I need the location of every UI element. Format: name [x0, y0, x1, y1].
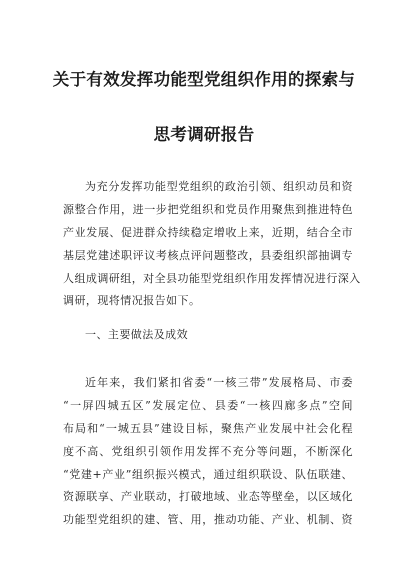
paragraph-line: 布局和“一城五县”建设目标，聚焦产业发展中社会化程 — [63, 421, 353, 435]
section-heading-text: 一、主要做法及成效 — [85, 328, 189, 341]
paragraph-line: “党建+产业”组织振兴模式，通过组织联设、队伍联建、 — [63, 467, 353, 481]
paragraph-line: 近年来，我们紧扣省委“一核三带”发展格局、市委 — [85, 376, 353, 389]
paragraph-line: 资源联享、产业联动，打破地域、业态等壁垒，以区域化 — [63, 490, 353, 504]
paragraph-line: 产业发展、促进群众持续稳定增收上来，近期，结合全市 — [63, 225, 353, 239]
paragraph-line: 度不高、党组织引领作用发挥不充分等问题，不断深化 — [63, 444, 353, 458]
document-title-line-1: 关于有效发挥功能型党组织作用的探索与 — [52, 70, 356, 89]
paragraph-line: 源整合作用，进一步把党组织和党员作用聚焦到推进特色 — [63, 202, 353, 216]
paragraph-line: 人组成调研组，对全县功能型党组织作用发挥情况进行深入 — [63, 271, 361, 285]
paragraph-line: 为充分发挥功能型党组织的政治引领、组织动员和资 — [85, 180, 353, 193]
paragraph-line: 基层党建述职评议考核点评问题整改，县委组织部抽调专 — [63, 248, 353, 262]
section-paragraph — [63, 372, 353, 532]
paragraph-line: “一屏四城五区”发展定位、县委“一核四廊多点”空间 — [63, 398, 353, 412]
intro-paragraph — [63, 176, 361, 313]
paragraph-line: 功能型党组织的建、管、用，推动功能、产业、机制、资 — [63, 513, 353, 527]
paragraph-line: 调研，现将情况报告如下。 — [63, 294, 201, 308]
document-title-line-2: 思考调研报告 — [153, 125, 255, 144]
section-heading — [63, 324, 353, 347]
